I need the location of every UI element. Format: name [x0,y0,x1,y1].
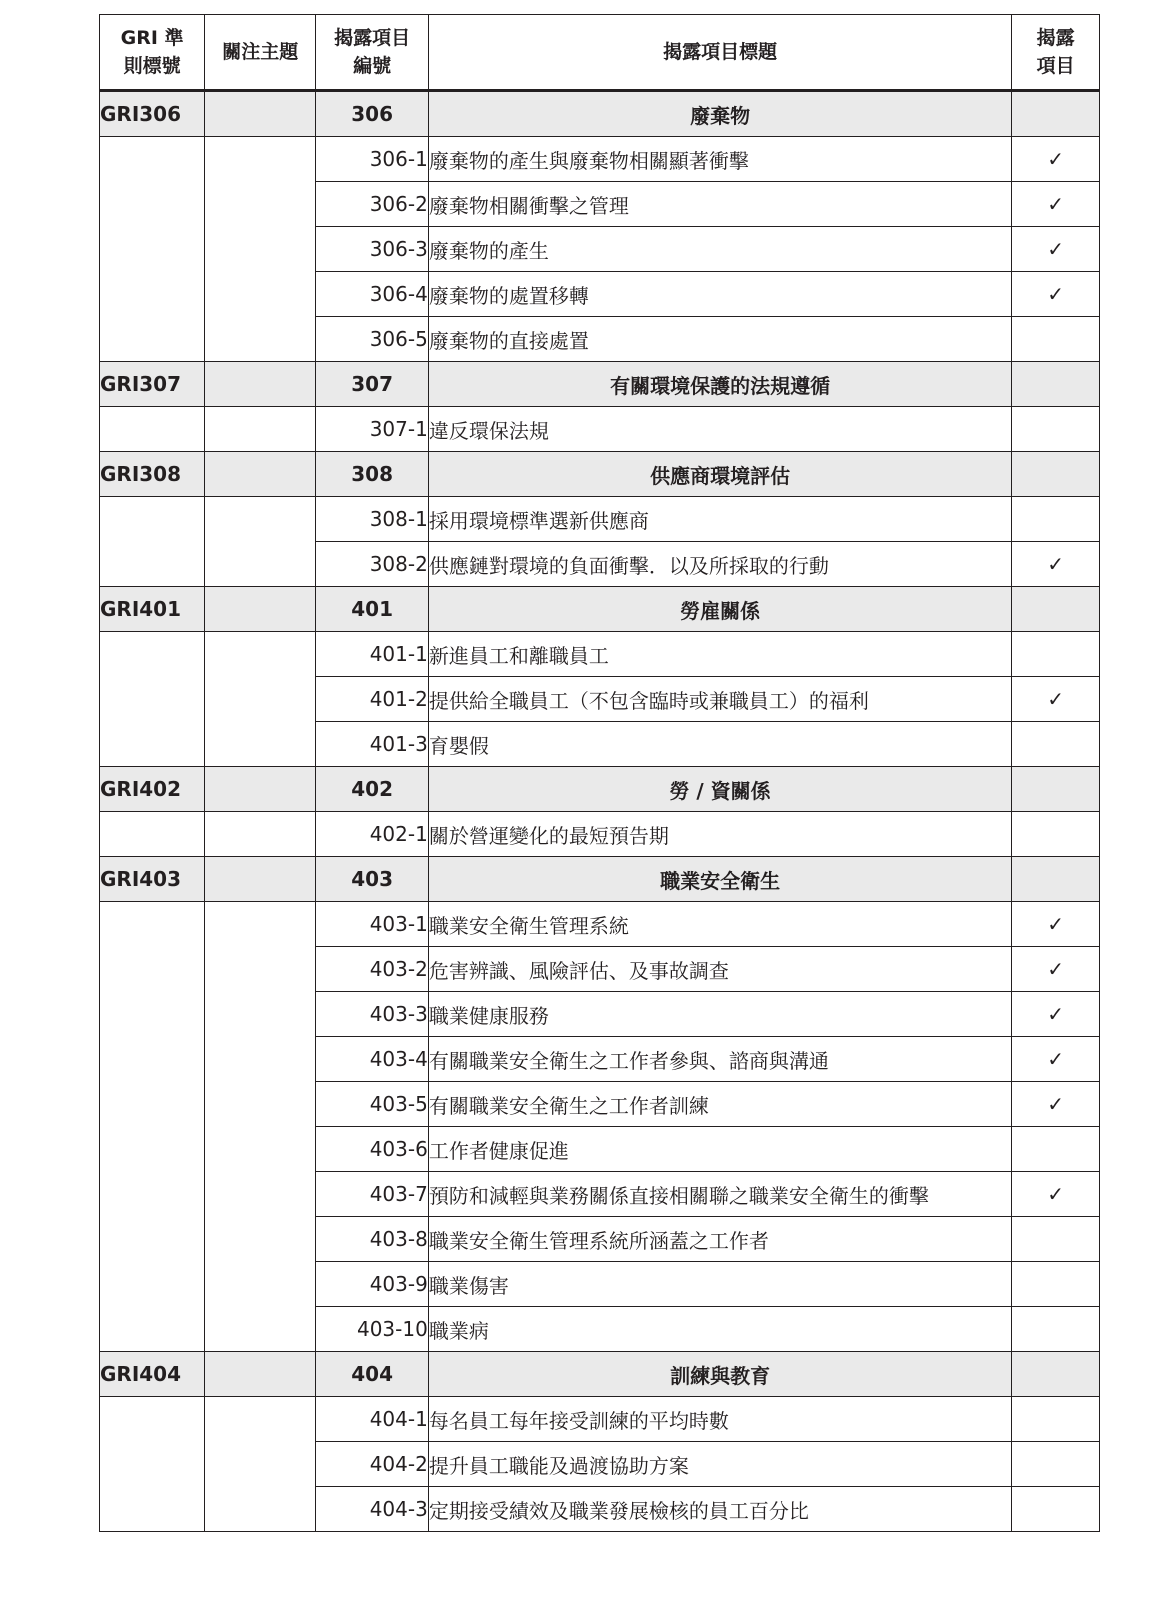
disclosed-cell [1012,722,1100,767]
disclosed-cell [1012,91,1100,137]
disclosed-cell [1012,767,1100,812]
disclosure-title: 工作者健康促進 [428,1127,1012,1172]
disclosed-cell [1012,137,1100,182]
disclosure-title: 廢棄物的直接處置 [428,317,1012,362]
disclosed-cell [1012,1352,1100,1397]
table-row [100,1397,1100,1442]
section-row [100,452,1100,497]
section-row [100,91,1100,137]
section-number: 307 [316,362,428,407]
disclosure-title: 定期接受績效及職業發展檢核的員工百分比 [428,1487,1012,1532]
section-title: 勞雇關係 [428,587,1012,632]
disclosure-title: 廢棄物的產生 [428,227,1012,272]
gri-standard-cell [100,497,205,587]
check-mark-icon: ✓ [1047,1182,1065,1206]
disclosed-cell [1012,1082,1100,1127]
disclosure-title: 有關職業安全衛生之工作者參與、諮商與溝通 [428,1037,1012,1082]
table-row [100,902,1100,947]
header-disclosed: 揭露 項目 [1012,15,1100,91]
disclosed-cell [1012,1217,1100,1262]
disclosure-title: 廢棄物的產生與廢棄物相關顯著衝擊 [428,137,1012,182]
disclosure-number: 307-1 [316,407,428,452]
topic-cell [205,452,316,497]
table-header-row [100,15,1100,91]
disclosed-cell [1012,1127,1100,1172]
header-disclosure-no: 揭露項目 編號 [316,15,428,91]
section-row [100,587,1100,632]
table-row [100,812,1100,857]
header-gri-standard: GRI 準 則標號 [100,15,205,91]
disclosure-number: 308-1 [316,497,428,542]
gri-standard-code: GRI308 [100,452,205,497]
topic-cell [205,1397,316,1532]
section-row [100,1352,1100,1397]
section-number: 404 [316,1352,428,1397]
disclosure-number: 401-2 [316,677,428,722]
disclosure-title: 廢棄物相關衝擊之管理 [428,182,1012,227]
disclosure-title: 職業健康服務 [428,992,1012,1037]
disclosed-cell [1012,1037,1100,1082]
gri-standard-cell [100,1397,205,1532]
disclosed-cell [1012,452,1100,497]
disclosed-cell [1012,182,1100,227]
check-mark-icon: ✓ [1047,552,1065,576]
gri-standard-code: GRI307 [100,362,205,407]
disclosure-number: 306-1 [316,137,428,182]
section-number: 402 [316,767,428,812]
disclosure-number: 403-6 [316,1127,428,1172]
gri-standard-cell [100,137,205,362]
disclosed-cell [1012,1307,1100,1352]
section-row [100,857,1100,902]
disclosed-cell [1012,677,1100,722]
section-title: 訓練與教育 [428,1352,1012,1397]
check-mark-icon: ✓ [1047,1002,1065,1026]
disclosed-cell [1012,362,1100,407]
section-title: 職業安全衛生 [428,857,1012,902]
disclosure-number: 403-5 [316,1082,428,1127]
disclosure-number: 403-9 [316,1262,428,1307]
disclosure-title: 危害辨識、風險評估、及事故調查 [428,947,1012,992]
section-row [100,362,1100,407]
section-number: 308 [316,452,428,497]
disclosed-cell [1012,407,1100,452]
disclosed-cell [1012,497,1100,542]
disclosed-cell [1012,587,1100,632]
topic-cell [205,91,316,137]
disclosed-cell [1012,947,1100,992]
section-title: 供應商環境評估 [428,452,1012,497]
gri-standard-code: GRI306 [100,91,205,137]
check-mark-icon: ✓ [1047,237,1065,261]
disclosure-title: 提升員工職能及過渡協助方案 [428,1442,1012,1487]
header-topic: 關注主題 [205,15,316,91]
disclosed-cell [1012,857,1100,902]
disclosure-number: 401-3 [316,722,428,767]
gri-standard-code: GRI402 [100,767,205,812]
section-title: 有關環境保護的法規遵循 [428,362,1012,407]
disclosure-number: 404-1 [316,1397,428,1442]
topic-cell [205,407,316,452]
disclosed-cell [1012,272,1100,317]
disclosed-cell [1012,632,1100,677]
disclosure-number: 403-1 [316,902,428,947]
topic-cell [205,362,316,407]
topic-cell [205,767,316,812]
section-number: 401 [316,587,428,632]
disclosure-title: 職業病 [428,1307,1012,1352]
disclosure-title: 職業安全衛生管理系統 [428,902,1012,947]
disclosure-number: 402-1 [316,812,428,857]
gri-standard-cell [100,812,205,857]
check-mark-icon: ✓ [1047,957,1065,981]
table-row [100,632,1100,677]
table-row [100,407,1100,452]
disclosed-cell [1012,992,1100,1037]
disclosure-title: 廢棄物的處置移轉 [428,272,1012,317]
disclosure-title: 職業傷害 [428,1262,1012,1307]
check-mark-icon: ✓ [1047,1047,1065,1071]
gri-standard-code: GRI403 [100,857,205,902]
disclosure-title: 提供給全職員工（不包含臨時或兼職員工）的福利 [428,677,1012,722]
disclosure-title: 關於營運變化的最短預告期 [428,812,1012,857]
table-row [100,497,1100,542]
disclosure-title: 職業安全衛生管理系統所涵蓋之工作者 [428,1217,1012,1262]
topic-cell [205,902,316,1352]
topic-cell [205,632,316,767]
topic-cell [205,812,316,857]
section-number: 306 [316,91,428,137]
disclosure-title: 違反環保法規 [428,407,1012,452]
topic-cell [205,587,316,632]
disclosed-cell [1012,1442,1100,1487]
disclosure-number: 403-3 [316,992,428,1037]
disclosed-cell [1012,902,1100,947]
disclosure-title: 育嬰假 [428,722,1012,767]
check-mark-icon: ✓ [1047,147,1065,171]
gri-standard-cell [100,632,205,767]
disclosed-cell [1012,1172,1100,1217]
check-mark-icon: ✓ [1047,192,1065,216]
disclosure-number: 401-1 [316,632,428,677]
disclosure-number: 306-2 [316,182,428,227]
check-mark-icon: ✓ [1047,912,1065,936]
section-title: 廢棄物 [428,91,1012,137]
disclosure-title: 有關職業安全衛生之工作者訓練 [428,1082,1012,1127]
gri-standard-code: GRI401 [100,587,205,632]
disclosure-number: 306-5 [316,317,428,362]
disclosure-number: 403-7 [316,1172,428,1217]
disclosure-number: 308-2 [316,542,428,587]
disclosure-title: 新進員工和離職員工 [428,632,1012,677]
disclosure-number: 403-4 [316,1037,428,1082]
disclosed-cell [1012,1487,1100,1532]
disclosed-cell [1012,812,1100,857]
topic-cell [205,1352,316,1397]
section-number: 403 [316,857,428,902]
disclosed-cell [1012,1262,1100,1307]
disclosure-title: 每名員工每年接受訓練的平均時數 [428,1397,1012,1442]
disclosed-cell [1012,542,1100,587]
disclosed-cell [1012,317,1100,362]
disclosure-number: 403-10 [316,1307,428,1352]
gri-standard-cell [100,407,205,452]
gri-standard-cell [100,902,205,1352]
table-body [100,91,1100,1532]
gri-index-table [99,14,1100,1532]
section-row [100,767,1100,812]
disclosure-title: 供應鏈對環境的負面衝擊．以及所採取的行動 [428,542,1012,587]
table-row [100,137,1100,182]
disclosure-title: 採用環境標準選新供應商 [428,497,1012,542]
disclosure-number: 404-2 [316,1442,428,1487]
section-title: 勞 / 資關係 [428,767,1012,812]
disclosure-title: 預防和減輕與業務關係直接相關聯之職業安全衛生的衝擊 [428,1172,1012,1217]
disclosed-cell [1012,1397,1100,1442]
check-mark-icon: ✓ [1047,1092,1065,1116]
disclosure-number: 403-2 [316,947,428,992]
disclosed-cell [1012,227,1100,272]
check-mark-icon: ✓ [1047,687,1065,711]
topic-cell [205,137,316,362]
disclosure-number: 306-4 [316,272,428,317]
topic-cell [205,497,316,587]
gri-standard-code: GRI404 [100,1352,205,1397]
disclosure-number: 403-8 [316,1217,428,1262]
header-disclosure-title: 揭露項目標題 [428,15,1012,91]
disclosure-number: 306-3 [316,227,428,272]
disclosure-number: 404-3 [316,1487,428,1532]
check-mark-icon: ✓ [1047,282,1065,306]
topic-cell [205,857,316,902]
